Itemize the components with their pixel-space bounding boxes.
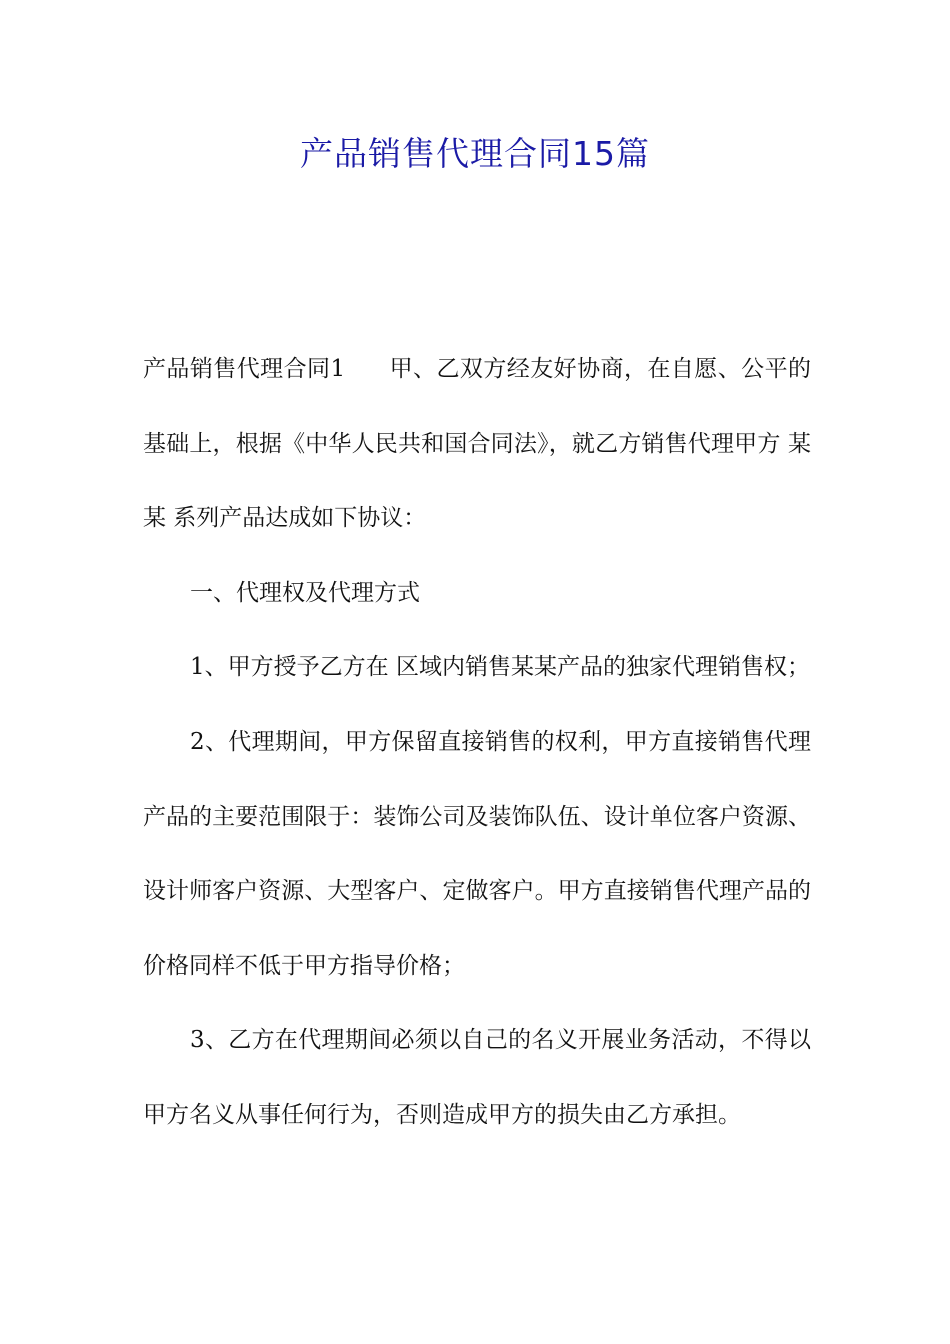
clause-2: 2、代理期间，甲方保留直接销售的权利，甲方直接销售代理产品的主要范围限于：装饰公司及装饰队伍、设计单位客户资源、设计师客户资源、大型客户、定做客户。甲方直接销售代理产品的价格同样不低于甲方指导价格； [143, 728, 811, 979]
paragraph-intro [143, 332, 811, 556]
section-heading: 一、代理权及代理方式 [190, 579, 420, 606]
paragraph-intro-text: 甲、乙双方经友好协商，在自愿、公平的基础上，根据《中华人民共和国合同法》，就乙方销售代理甲方 某某 系列产品达成如下协议： [143, 356, 812, 532]
document-title: 产品销售代理合同15篇 [300, 134, 650, 173]
clause-3: 3、乙方在代理期间必须以自己的名义开展业务活动，不得以甲方名义从事任何行为，否则造成甲方的损失由乙方承担。 [143, 1027, 811, 1128]
document-body [143, 332, 811, 1153]
clause-1: 1、甲方授予乙方在 区域内销售某某产品的独家代理销售权； [190, 654, 810, 681]
contract-number-label: 产品销售代理合同1 [143, 356, 346, 382]
